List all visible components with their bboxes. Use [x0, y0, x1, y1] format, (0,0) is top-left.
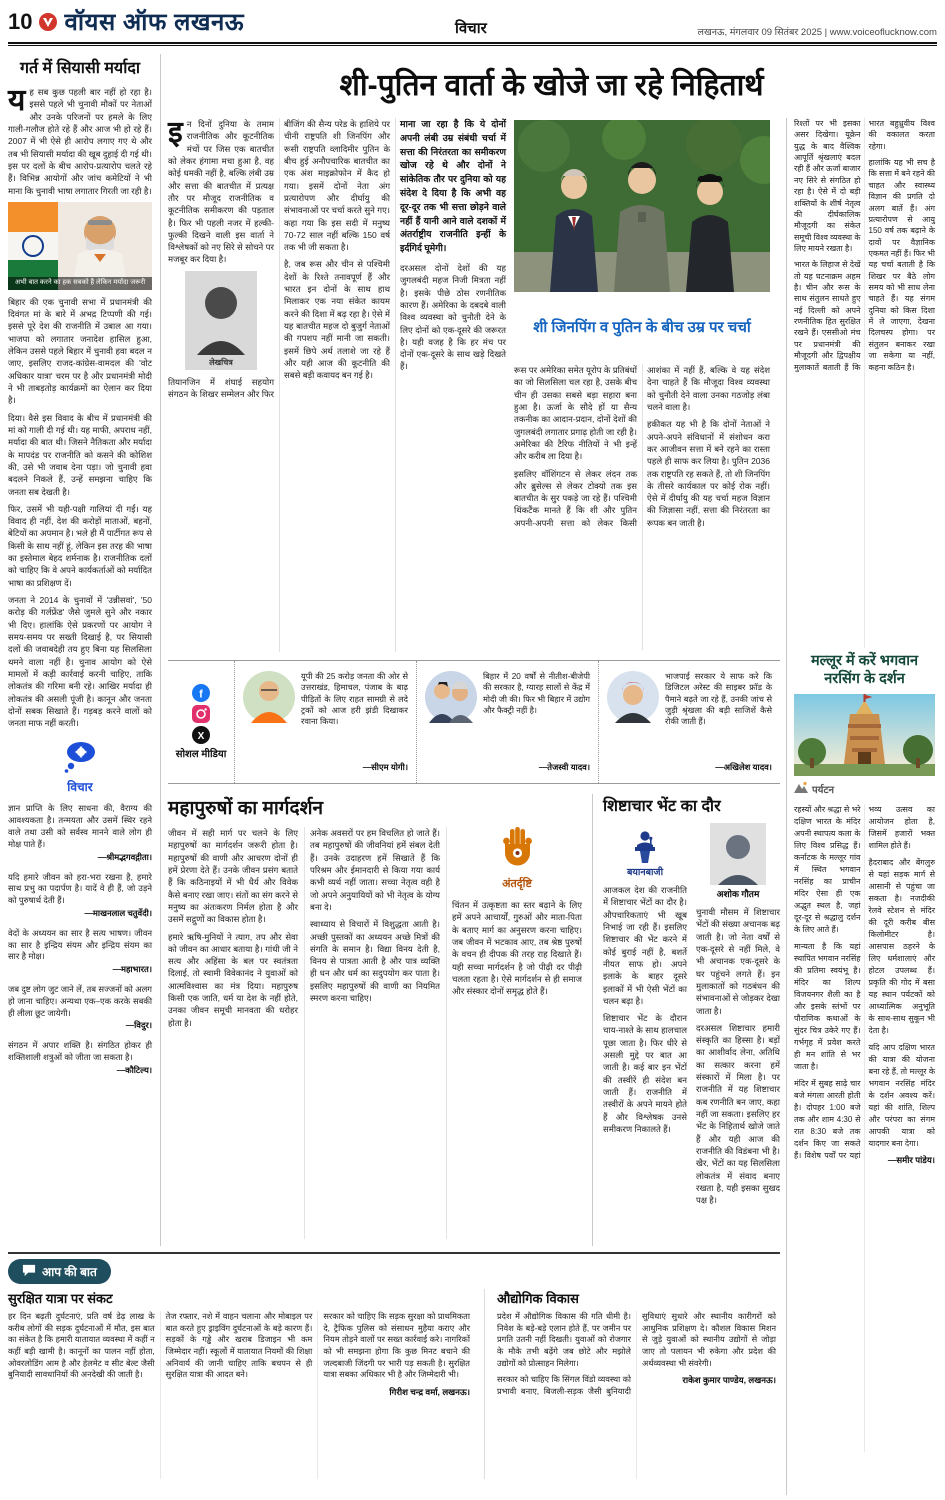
quote-text: संगठन में अपार शक्ति है। संगठित होकर ही शक्तिशाली शत्रुओं को जीता जा सकता है।	[8, 1040, 152, 1063]
post-text: यूपी की 25 करोड़ जनता की ओर से उत्तराखंड, हिमाचल, पंजाब के बाढ़ पीड़ितों के लिए राहत सामग्री से लदे ट्रकों को आज हरी झंडी दिखाकर रवाना किया।	[301, 672, 408, 727]
post-attribution: —सीएम योगी।	[362, 762, 408, 772]
letters-header	[8, 1259, 780, 1284]
article-paragraph: चुनावी मौसम में शिष्टाचार भेंटों की संख्या अचानक बढ़ जाती है। जो नेता वर्षों से एक-दूसरे से नहीं मिले, वे भी अचानक एक-दूसरे के घर पहुंचने लगते हैं। इन मुलाकातों को गठबंधन की संभावनाओं से जोड़कर देखा जाता है।	[696, 907, 780, 1016]
letter-paragraph: सरकार को चाहिए कि सड़क सुरक्षा को प्राथमिकता दे, ट्रैफिक पुलिस को संसाधन मुहैया कराए और नियम तोड़ने वालों पर सख्त कार्रवाई करे। नागरिकों को भी समझना होगा कि कुछ मिनट बचाने की जल्दबाजी जिंदगी पर भारी पड़ सकती है। सुरक्षित यात्रा सबका अधिकार भी है और जिम्मेदारी भी।	[323, 1312, 470, 1380]
article-paragraph: रहस्यों और श्रद्धा से भरे दक्षिण भारत के मंदिर अपनी स्थापत्य कला के लिए विश्व प्रसिद्ध हैं। कर्नाटक के मल्लूर गांव में स्थित भगवान नरसिंह का प्राचीन मंदिर ऐसा ही एक अद्भुत स्थल है, जहां दूर-दूर से श्रद्धालु दर्शन के लिए आते हैं।	[794, 805, 861, 935]
letters-section	[8, 1252, 780, 1495]
temple-photo-art	[794, 694, 935, 776]
quote-attribution: —विदुर।	[125, 1020, 152, 1031]
paper-logo-icon	[38, 12, 58, 32]
article-paragraph: इन दिनों दुनिया के तमाम राजनीतिक और कूटनीतिक मंचों पर जिस एक बातचीत को लेकर हंगामा मचा हुआ है, वह कोई धमकी नहीं है, बल्कि लंबी उम्र और सत्ता की बातचीत में प्रत्यक्ष तौर पर मौजूद राजनीतिक व कूटनीतिक समीकरण की पड़ताल है। फिर भी पहली नजर में हल्की-फुल्की दिखने वाली इस वार्ता ने विश्लेषकों को नए सिरे से सोचने पर मजबूर कर दिया है।	[168, 116, 274, 265]
podium-icon	[603, 829, 687, 863]
leaders-photo-art	[514, 120, 770, 292]
photo-caption: अभी बात करने का हक सबको है लेकिन मर्यादा जरूरी	[8, 277, 152, 289]
tourism-article	[794, 652, 935, 1495]
modi-photo	[8, 202, 152, 290]
podium-box	[603, 829, 687, 878]
article-paragraph: जीवन में सही मार्ग पर चलने के लिए महापुरुषों का मार्गदर्शन जरूरी होता है। महापुरुषों की वाणी और आचरण दोनों ही हमें प्रेरणा देते हैं। उनके जीवन प्रसंग बताते हैं कि कठिनाइयों में भी धैर्य और विवेक कैसे बनाए रखा जाए। संतों का संग करने से मनुष्य का अंतःकरण निर्मल होता है और उसमें सद्गुणों का विकास होता है।	[168, 828, 298, 925]
speech-bubble-icon	[22, 1264, 36, 1280]
article-paragraph: भारत के लिहाज से देखें तो यह घटनाक्रम अहम है। चीन और रूस के साथ संतुलन साधते हुए नई दिल्ली को अपने रणनीतिक हित सुरक्षित रखने हैं। एससीओ मंच पर प्रधानमंत्री की मौजूदगी और द्विपक्षीय मुलाकातें बताती हैं कि भारत बहुध्रुवीय विश्व की वकालत करता रहेगा।	[794, 119, 935, 372]
editorial-paragraph: फिर, उसमें भी यही-पक्षी गालियां दी गईं। यह विवाद ही नहीं, देश की करोड़ों माताओं, बहनों, बेटियों का अपमान है। भले ही मैं पार्टीगत रूप से किसी के साथ नहीं हूं, लेकिन इस तरह की भाषा का इस्तेमाल बेहद शर्मनाक है। राजनीतिक दलों को चाहिए कि वे अपने कार्यकर्ताओं को मर्यादित भाषा का प्रशिक्षण दें।	[8, 503, 152, 588]
letters-badge	[8, 1259, 111, 1284]
twitter-x-icon	[192, 726, 210, 744]
letter-body	[497, 1311, 776, 1479]
social-post	[598, 661, 780, 783]
social-post	[416, 661, 598, 783]
editorial-article	[8, 54, 161, 1246]
column-rule	[786, 118, 787, 1495]
author-photo	[185, 271, 257, 370]
main-headline: शी-पुतिन वार्ता के खोजे जा रहे निहितार्थ	[339, 68, 764, 102]
page-number: 10	[8, 8, 33, 34]
courtesy-title: शिष्टाचार भेंट का दौर	[603, 798, 721, 815]
courtesy-body	[603, 823, 780, 1235]
social-media-band	[168, 660, 780, 784]
quote-text: यदि हमारे जीवन को हरा-भरा रखना है, हमारे साथ प्रभु का पदार्पण है। यादें वे ही हैं, जो उड़ने को पुरुषार्थ देती हैं।	[8, 871, 152, 906]
article-paragraph: रूस पर अमेरिका समेत यूरोप के प्रतिबंधों का जो सिलसिला चल रहा है, उसके बीच चीन ही उसका सबसे बड़ा सहारा बना हुआ है। ऊर्जा के सौदे हों या सैन्य तकनीक का आदान-प्रदान, दोनों देशों की जुगलबंदी लगातार प्रगाढ़ होती जा रही है। अमेरिका की टैरिफ नीतियों ने भी इन्हें और करीब ला दिया है।	[514, 365, 637, 462]
thought-label: विचार	[67, 780, 93, 795]
guidance-article	[168, 794, 582, 1246]
quote-text: वेदों के अध्ययन का सार है सत्य भाषण। जीवन का सार है इन्द्रिय संयम और इन्द्रिय संयम का सार है मोक्ष।	[8, 927, 152, 962]
post-attribution: —अखिलेश यादव।	[715, 762, 772, 772]
hamsa-icon	[452, 827, 582, 873]
editorial-title: गर्त में सियासी मर्यादा	[19, 60, 140, 77]
social-post-body	[483, 671, 590, 773]
quote-text: ज्ञान प्राप्ति के लिए साधना की, वैराग्य की आवश्यकता है। तन्मयता और उसमें स्थिर रहने वाले तथा उसी को सर्वस्व मानने वाले लोग ही मोक्ष पाते हैं।	[8, 803, 152, 849]
letter-item	[8, 1289, 470, 1479]
social-post-body	[665, 671, 772, 773]
article-paragraph: हालांकि यह भी सच है कि सत्ता में बने रहने की चाहत और स्वास्थ्य विज्ञान की प्रगति दो अलग बातें हैं। अंग प्रत्यारोपण से आयु 150 वर्ष तक बढ़ाने के दावों पर वैज्ञानिक एकमत नहीं हैं। फिर भी यह चर्चा बताती है कि शिखर पर बैठे लोग समय को भी साध लेना चाहते हैं। यह संगम दुनिया को किस दिशा में ले जाएगा, देखना दिलचस्प होगा। पर संतुलन बनाकर रखा जा सकेगा या नहीं, कहना कठिन है।	[868, 158, 935, 372]
article-paragraph: मंदिर में सुबह साढ़े चार बजे मंगला आरती होती है। दोपहर 1:00 बजे तक और शाम 4:30 से रात 8:30 बजे तक दर्शन किए जा सकते हैं। विशेष पर्वों पर यहां भव्य उत्सव का आयोजन होता है, जिसमें हजारों भक्त शामिल होते हैं।	[794, 805, 935, 1161]
paper-name: वॉयस ऑफ लखनऊ	[64, 9, 245, 36]
article-paragraph: यदि आप दक्षिण भारत की यात्रा की योजना बना रहे हैं, तो मल्लूर के भगवान नरसिंह मंदिर के दर्शन अवश्य करें। यहां की शांति, शिल्प और परंपरा का संगम आपकी यात्रा को यादगार बना देगा।	[868, 1043, 935, 1149]
guidance-title: महापुरुषों का मार्गदर्शन	[168, 798, 324, 819]
article-paragraph: चिंतन में उत्कृष्टता का स्तर बढ़ाने के लिए हमें अपने आचार्यों, गुरुओं और माता-पिता के बताए मार्ग का अनुसरण करना चाहिए। जब जीवन में भटकाव आए, तब श्रेष्ठ पुरुषों के वचन ही दीपक की तरह राह दिखाते हैं। यही सच्चा मार्गदर्शन है जो पीढ़ी दर पीढ़ी चलता रहता है। ऐसे मार्गदर्शन से ही समाज और संस्कार दोनों समृद्ध होते हैं।	[452, 900, 582, 997]
temple-photo	[794, 694, 935, 776]
quote-block	[8, 984, 152, 1031]
quote-attribution: —महाभारत।	[112, 964, 152, 975]
guidance-body	[168, 827, 582, 1239]
courtesy-author-name: अशोक गौतम	[716, 889, 760, 899]
author-portrait-icon	[696, 823, 780, 885]
quote-attribution: —माखनलाल चतुर्वेदी।	[84, 907, 152, 918]
tourism-title: मल्लूर में करें भगवान नरसिंग के दर्शन	[810, 653, 919, 688]
masthead	[8, 4, 937, 44]
editorial-paragraph: जनता ने 2014 के चुनावों में 'उन्नीसवां', '50 करोड़ की गर्लफ्रेंड' जैसे जुमले सुने और नकार भी दिए। हालांकि ऐसे प्रकरणों पर आयोग ने समय-समय पर सख्ती दिखाई है, पर सियासी दलों की जवाबदेही तय हुए बिना यह सिलसिला थमने वाला नहीं है। चुनाव आयोग को ऐसे मामलों में कड़ी कार्रवाई करनी चाहिए, ताकि लोकतंत्र की गरिमा बनी रहे। आखिर मर्यादा ही लोकतंत्र की असली पूंजी है। कानून और जनता दोनों सबक सिखाते हैं। गड़बड़ करने वालों को जनता माफ नहीं करती।	[8, 595, 152, 729]
instagram-icon	[192, 705, 210, 723]
courtesy-author-photo	[696, 823, 780, 900]
tejashwi-nitish-photo	[425, 671, 477, 773]
article-paragraph: इसलिए वॉशिंगटन से लेकर लंदन तक और ब्रुसेल्स से लेकर टोक्यो तक इस बातचीत के सुर पकड़े जा रहे हैं। पश्चिमी थिंकटैंक मानते हैं कि शी और पुतिन अपनी-अपनी सत्ता को लेकर किसी आशंका में नहीं हैं, बल्कि वे यह संदेश देना चाहते हैं कि मौजूदा विश्व व्यवस्था को चुनौती देने वाला उनका गठजोड़ लंबा चलने वाला है।	[514, 365, 770, 528]
article-paragraph: दरअसल दोनों देशों की यह जुगलबंदी महज निजी मित्रता नहीं है। इसके पीछे ठोस रणनीतिक कारण हैं। अमेरिका के दबदबे वाली विश्व व्यवस्था को चुनौती देने के लिए दोनों को एक-दूसरे की जरूरत है। यही वजह है कि हर मंच पर दोनों एक-दूसरे के साथ खड़े दिखते हैं।	[400, 262, 506, 372]
letters-label: आप की बात	[42, 1265, 97, 1279]
quote-block	[8, 872, 152, 919]
article-highlight: माना जा रहा है कि ये दोनों अपनी लंबी उम्र संबंधी चर्चा में सत्ता की निरंतरता का समीकरण खोज रहे थे और दोनों ने सांकेतिक तौर पर दुनिया को यह संदेश दे दिया है कि अभी वह दूर-दूर तक भी सत्ता छोड़ने वाले नहीं हैं यानी आने वाले दशकों में अंतर्राष्ट्रीय राजनीति इन्हीं के इर्दगिर्द घूमेगी।	[400, 119, 506, 254]
article-paragraph: है, जब रूस और चीन से पश्चिमी देशों के रिश्ते तनावपूर्ण हैं और भारत इन दोनों के साथ हाथ मिलाकर एक नया संकेत कायम करने की दिशा में बढ़ रहा है। ऐसे में यह बातचीत महज दो बुजुर्ग नेताओं की गपशप नहीं मानी जा सकती। इसमें छिपे अर्थ तलाशे जा रहे हैं और यही आज की कूटनीति की सबसे बड़ी कवायद बन गई है।	[284, 259, 390, 381]
article-paragraph: हकीकत यह भी है कि दोनों नेताओं ने अपने-अपने संविधानों में संशोधन करा कर आजीवन सत्ता में बने रहने का रास्ता पहले ही साफ कर लिया है। पुतिन 2036 तक राष्ट्रपति रह सकते हैं, तो शी जिनपिंग के तीसरे कार्यकाल पर कोई रोक नहीं। ऐसे में दीर्घायु की यह चर्चा महज विज्ञान की जिज्ञासा नहीं, सत्ता की निरंतरता का रूपक बन जाती है।	[647, 419, 770, 528]
article-paragraph: स्वाध्याय से विचारों में विशुद्धता आती है। अच्छी पुस्तकों का अध्ययन अच्छे मित्रों की संगति के समान है। विद्या विनय देती है, विनय से पात्रता आती है और पात्र व्यक्ति ही धन और धर्म का सदुपयोग कर पाता है। इसलिए महापुरुषों की वाणी का नियमित स्मरण करना चाहिए।	[310, 919, 440, 1004]
post-text: भाजपाई सरकार ये साफ करे कि डिजिटल अरेस्ट की साइबर फ्रॉड के पैमाने बढ़ते जा रहे हैं, उनकी जांच से जुड़ी श्रृंखला की बड़ी साजिशें कैसे रोकी जाती हैं।	[665, 672, 772, 727]
social-post-body	[301, 671, 408, 773]
letter-signature: राकेश कुमार पाण्डेय, लखनऊ।	[682, 1375, 776, 1386]
quote-text: जब दुष्ट लोग जुट जाने लें, तब सज्जनों को अलग हो जाना चाहिए। अन्यथा एक–एक करके सबकी ही लीला छूट जायेगी।	[8, 984, 152, 1018]
letters-row	[8, 1289, 780, 1479]
thought-box	[8, 739, 152, 795]
tourism-label-box	[794, 780, 935, 798]
social-media-label: सोशल मीडिया	[175, 748, 227, 760]
svg-text:f: f	[199, 688, 203, 701]
masthead-left	[8, 5, 244, 38]
letter-paragraph: हर दिन बढ़ती दुर्घटनाएं, प्रति वर्ष डेढ़ लाख के करीब लोगों की सड़क दुर्घटनाओं में मौत, इस बात का संकेत है कि हमारी यातायात व्यवस्था में कहीं न कहीं बड़ी खामी है। कानूनों का पालन नहीं होता, ओवरलोडिंग आम है और हेलमेट व सीट बेल्ट जैसी बुनियादी सावधानियों की अनदेखी की जाती है।	[8, 1312, 155, 1380]
courtesy-article	[592, 794, 780, 1246]
tourism-label: पर्यटन	[812, 785, 835, 797]
article-paragraph: शिष्टाचार भेंट के दौरान चाय-नाश्ते के साथ हालचाल पूछा जाता है। फिर धीरे से असली मुद्दे पर बात आ जाती है। कई बार इन भेंटों की तस्वीरें ही संदेश बन जाती हैं। राजनीति में तस्वीरों के अपने मायने होते हैं और विश्लेषक उनसे समीकरण निकालते हैं।	[603, 1013, 687, 1134]
tourism-byline: —समीर पांडेय।	[887, 1155, 935, 1166]
letter-title: सुरक्षित यात्रा पर संकट	[8, 1291, 113, 1306]
social-post	[234, 661, 416, 783]
quote-attribution: —कौटिल्य।	[116, 1064, 152, 1075]
svg-text:X: X	[197, 730, 205, 742]
quote-block	[8, 1040, 152, 1076]
author-tag: लेखचित्र	[185, 355, 257, 370]
main-article-center-block	[514, 364, 770, 650]
leaders-photo	[514, 120, 770, 292]
article-paragraph: तियानजिन में शंघाई सहयोग संगठन के शिखर सम्मेलन और फिर बीजिंग की सैन्य परेड के हाशिये पर चीनी राष्ट्रपति शी जिनपिंग और रूसी राष्ट्रपति व्लादिमीर पुतिन के बीच हुई अनौपचारिक बातचीत का एक अंश माइक्रोफोन में कैद हो गया। इसमें दोनों नेता अंग प्रत्यारोपण और दीर्घायु की संभावनाओं पर चर्चा करते सुने गए। कहा गया कि इस सदी में मनुष्य 70-72 साल नहीं बल्कि 150 वर्ष तक भी जी सकता है।	[168, 119, 390, 400]
letter-paragraph: प्रदेश में औद्योगिक विकास की गति धीमी है। निवेश के बड़े-बड़े एलान होते हैं, पर जमीन पर प्रगति उतनी नहीं दिखती। युवाओं को रोजगार के मौके तभी बढ़ेंगे जब छोटे और मझोले उद्योगों को प्रोत्साहन मिलेगा।	[497, 1312, 631, 1368]
article-paragraph: आजकल देश की राजनीति में शिष्टाचार भेंटों का दौर है। औपचारिकताएं भी खूब निभाई जा रही हैं। इसलिए शिष्टाचार की भेंट करने में कोई बुराई नहीं है, बशर्ते नीयत साफ हो। अपने इलाके के बाहर दूसरे इलाकों में भी ऐसी भेंटों का चलन बढ़ा है।	[603, 885, 687, 1006]
article-paragraph: दरअसल शिष्टाचार हमारी संस्कृति का हिस्सा है। बड़ों का आशीर्वाद लेना, अतिथि का सत्कार करना हमें संस्कारों में मिला है। पर राजनीति में यह शिष्टाचार कब रणनीति बन जाए, कहा नहीं जा सकता। इसलिए हर भेंट के निहितार्थ खोजे जाते हैं और यही आज की राजनीति की विडंबना भी है। खैर, भेंटों का यह सिलसिला लोकतंत्र में संवाद बनाए रखता है, यही इसका सुखद पक्ष है।	[696, 1022, 780, 1206]
tourism-body	[794, 804, 935, 1452]
main-article-right-block	[794, 118, 935, 648]
article-paragraph: हमारे ऋषि-मुनियों ने त्याग, तप और सेवा को जीवन का आधार बताया है। गांधी जी ने सत्य और अहिंसा के बल पर स्वतंत्रता दिलाई, तो स्वामी विवेकानंद ने युवाओं को आत्मविश्वास का मंत्र दिया। महापुरुष किसी एक जाति, धर्म या देश के नहीं होते, उनका जीवन समूची मानवता की धरोहर होता है।	[168, 931, 298, 1028]
podium-label: बयानबाजी	[626, 867, 664, 878]
post-attribution: —तेजस्वी यादव।	[538, 762, 590, 772]
letter-item	[484, 1289, 776, 1479]
akhilesh-photo	[607, 671, 659, 773]
article-paragraph: रिश्तों पर भी इसका असर दिखेगा। यूक्रेन युद्ध के बाद वैश्विक आपूर्ति श्रृंखलाएं बदल रही हैं और ऊर्जा बाजार नए सिरे से संगठित हो रहा है। ऐसे में दो बड़ी शक्तियों के शीर्ष नेतृत्व की दीर्घकालिक मौजूदगी का संकेत समूची विश्व व्यवस्था के लिए मायने रखता है।	[794, 119, 861, 253]
letter-paragraph: सरकार को चाहिए कि सिंगल विंडो व्यवस्था को प्रभावी बनाए, बिजली-सड़क जैसी बुनियादी सुविधाएं सुधारे और स्थानीय कारीगरों को आधुनिक प्रशिक्षण दे। कौशल विकास मिशन से जुड़े युवाओं को स्थानीय उद्योगों से जोड़ा जाए तो पलायन भी रुकेगा और प्रदेश की अर्थव्यवस्था भी संवरेगी।	[497, 1312, 776, 1396]
social-media-label-box	[168, 661, 234, 783]
letter-paragraph: तेज रफ्तार, नशे में वाहन चलाना और मोबाइल पर बात करते हुए ड्राइविंग दुर्घटनाओं के बड़े कारण हैं। सड़कों के गड्ढे और खराब डिजाइन भी कम जिम्मेदार नहीं। स्कूलों में यातायात नियमों की शिक्षा अनिवार्य की जानी चाहिए ताकि बचपन से ही सुरक्षित यात्रा की आदत बने।	[165, 1312, 313, 1380]
thought-icon	[8, 739, 152, 775]
facebook-icon	[192, 684, 210, 702]
quote-block	[8, 928, 152, 975]
editorial-paragraph: दिया। वैसे इस विवाद के बीच में प्रधानमंत्री की मां को गाली दी गई थी। यह माफी, अपराध नहीं, मर्यादा की बात थी। जिसने नैतिकता और मर्यादा के मापदंड पर राजनीति को कसने की कोशिश की, उसे भी जवाब देना पड़ा। जो चुनावी हवा बदलने निकले हैं, उन्हें समझना चाहिए कि जनता सब देखती है।	[8, 412, 152, 497]
editorial-paragraph: यह सब कुछ पहली बार नहीं हो रहा है। इससे पहले भी चुनावी मौकों पर नेताओं और उनके परिजनों पर हमले के लिए गाली-गलौज होते रहे हैं और आज भी हो रहे हैं। 2007 में भी ऐसे ही आरोप लगाए गए थे और तब भी सियासी मर्यादा की खूब दुहाई दी गई थी। इस पर दलों के बीच आरोप-प्रत्यारोप चलते रहे हैं। विभिन्न आयोगों और जांच कमेटियों ने भी माना कि चुनावी भाषा लगातार गिरती जा रही है।	[8, 84, 152, 196]
article-paragraph: हैदराबाद और बेंगलुरु से यहां सड़क मार्ग से आसानी से पहुंचा जा सकता है। नजदीकी रेलवे स्टेशन से मंदिर की दूरी करीब बीस किलोमीटर है। आसपास ठहरने के लिए धर्मशालाएं और होटल उपलब्ध हैं। प्रकृति की गोद में बसा यह स्थान पर्यटकों को आध्यात्मिक अनुभूति के साथ-साथ सुकून भी देता है।	[868, 858, 935, 1036]
letter-body	[8, 1311, 470, 1479]
editorial-paragraph: बिहार की एक चुनावी सभा में प्रधानमंत्री की दिवंगत मां के बारे में अभद्र टिप्पणी की गई। इससे पूरे देश की राजनीति में उबाल आ गया। भाजपा को लगातार जनादेश हासिल हुआ, लेकिन उससे पहले बिहार में चुनावी हवा बदल न जाए, इसलिए राजद-कांग्रेस-वामदल की 'वोट अधिकार यात्रा' चरम पर है और प्रधानमंत्री मोदी ने भी ताबड़तोड़ कार्यक्रमों का ऐलान कर दिया है।	[8, 296, 152, 406]
letter-title: औद्योगिक विकास	[497, 1291, 579, 1306]
tourism-icon	[794, 780, 808, 798]
main-article-left-block	[168, 118, 506, 652]
quote-block	[8, 803, 152, 862]
letter-signature: गिरीश चन्द्र वर्मा, लखनऊ।	[389, 1386, 470, 1397]
article-paragraph: अनेक अवसरों पर हम विचलित हो जाते हैं। तब महापुरुषों की जीवनियां हमें संबल देती हैं। उनके उदाहरण हमें सिखाते हैं कि परिश्रम और ईमानदारी से किया गया कार्य कभी व्यर्थ नहीं जाता। सच्चा नेतृत्व वही है जो अपने अनुयायियों को भी नेतृत्व के योग्य बना दे।	[310, 828, 440, 912]
insight-label: अंतर्दृष्टि	[502, 878, 532, 890]
yogi-photo	[243, 671, 295, 773]
dateline: लखनऊ, मंगलवार 09 सितंबर 2025 | www.voiceoflucknow.com	[697, 27, 937, 38]
author-photo-art	[185, 271, 257, 355]
pull-quote: शी जिनपिंग व पुतिन के बीच उम्र पर चर्चा	[533, 319, 751, 337]
article-paragraph: मान्यता है कि यहां स्थापित भगवान नरसिंह की प्रतिमा स्वयंभू है। मंदिर का शिल्प विजयनगर शैली का है और इसके स्तंभों पर पौराणिक कथाओं के सुंदर चित्र उकेरे गए हैं। गर्भगृह में प्रवेश करते ही मन शांति से भर जाता है।	[794, 942, 861, 1072]
insight-box	[452, 827, 582, 891]
quote-attribution: —श्रीमद्भगवद्गीता।	[97, 851, 152, 862]
post-text: बिहार में 20 वर्षों से नीतीश-बीजेपी की सरकार है, ग्यारह सालों से केंद्र में मोदी जी की। फिर भी बिहार में उद्योग और फैक्ट्री नहीं है।	[483, 672, 590, 715]
section-title: विचार	[454, 20, 487, 37]
